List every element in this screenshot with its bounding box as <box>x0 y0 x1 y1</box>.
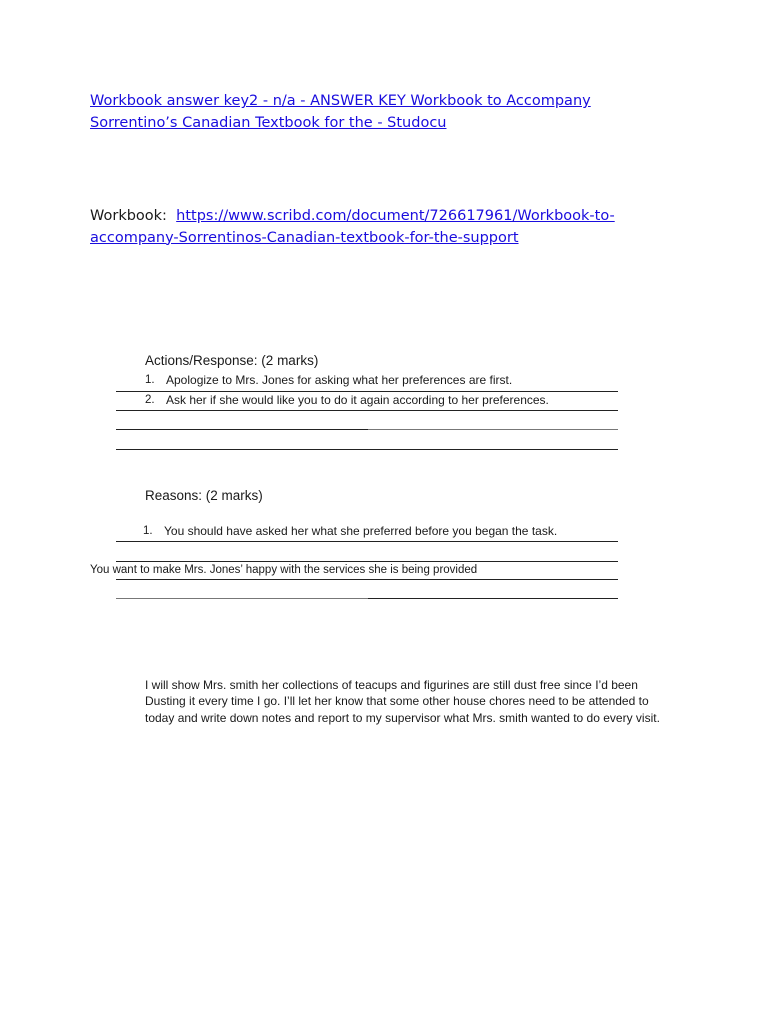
response-paragraph: I will show Mrs. smith her collections of teacups and figurines are still dust free since I’d been Dusting it every time I go. I’ll let her know that some other house chores need to be attended to today and write down notes and report to my supervisor what Mrs. smith wanted to do every visit. <box>145 678 660 725</box>
workbook-url-link[interactable]: https://www.scribd.com/document/726617961/Workbook-to-accompany-Sorrentinos-Canadian-textbook-for-the-support <box>90 208 615 246</box>
actions-heading: Actions/Response: (2 marks) <box>145 353 319 368</box>
answer-line <box>368 598 618 599</box>
actions-item-2-number: 2. <box>145 394 155 406</box>
reasons-extra-line: You want to make Mrs. Jones’ happy with the services she is being provided <box>90 564 478 576</box>
workbook-label: Workbook: <box>90 208 167 224</box>
answer-line <box>116 598 368 599</box>
reasons-item-1-text: You should have asked her what she preferred before you began the task. <box>164 524 558 538</box>
answer-line <box>116 579 618 580</box>
answer-key-link-block <box>90 91 650 134</box>
actions-item-1-number: 1. <box>145 374 155 386</box>
answer-line <box>116 449 618 450</box>
answer-line <box>116 561 618 562</box>
workbook-link-block <box>90 206 670 249</box>
answer-line <box>116 429 368 430</box>
answer-line <box>116 410 618 411</box>
answer-key-link[interactable]: Workbook answer key2 - n/a - ANSWER KEY Workbook to Accompany Sorrentino’s Canadian Textbook for the - Studocu <box>90 93 591 131</box>
answer-line <box>116 541 618 542</box>
actions-item-1-text: Apologize to Mrs. Jones for asking what her preferences are first. <box>166 373 513 387</box>
answer-line <box>368 429 618 430</box>
answer-line <box>116 391 618 392</box>
reasons-item-1-number: 1. <box>143 525 153 537</box>
actions-item-2-text: Ask her if she would like you to do it again according to her preferences. <box>166 393 549 407</box>
reasons-heading: Reasons: (2 marks) <box>145 488 263 503</box>
